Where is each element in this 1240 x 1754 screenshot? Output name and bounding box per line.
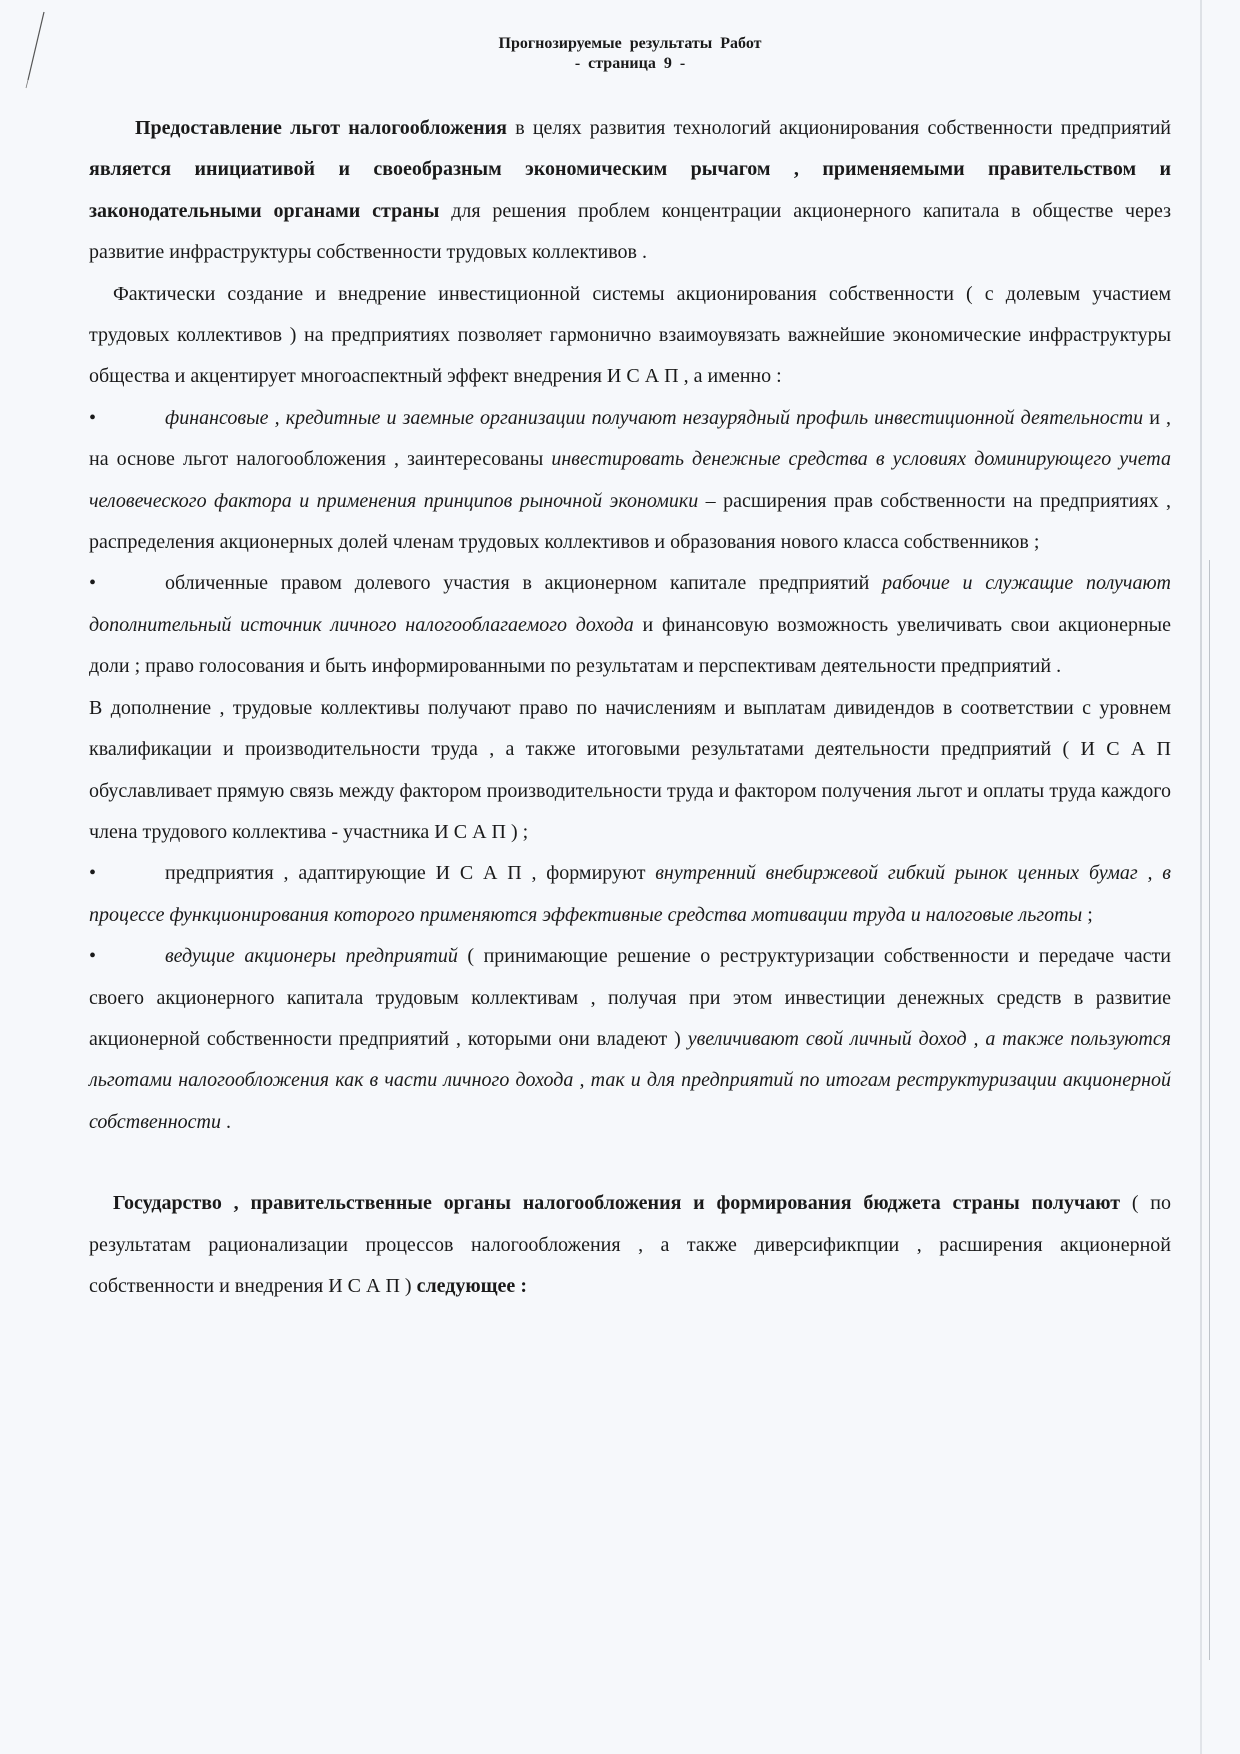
paragraph-state	[89, 1183, 1171, 1307]
text-run: Фактически создание и внедрение инвестиционной системы акционирования собственности ( с долевым участием трудовых коллективов ) на предприятиях позволяет гармонично взаимоувязать важнейшие экономические инфраструктуры общества и акцентирует многоаспектный эффект внедрения И С А П , а именно :	[89, 282, 1171, 388]
text-run: .	[220, 1110, 231, 1133]
document-body	[89, 34, 1171, 1307]
text-run: в целях развития технологий акционирования собственности предприятий	[506, 117, 1171, 139]
spacer	[89, 1143, 1171, 1183]
text-run: обличенные правом долевого участия в акционерном капитале предприятий	[165, 572, 883, 595]
paragraph-intro	[89, 108, 1171, 274]
italic-text: ведущие акционеры предприятий	[165, 945, 458, 968]
text-run: ;	[1082, 903, 1093, 926]
text-run: В дополнение , трудовые коллективы получают право по начислениям и выплатам дивидендов в соответствии с уровнем квалификации и производительности труда , а также итоговыми результатами деятельности предприятий ( И С А П обуславливает прямую связь между фактором производительности труда и фактором получения льгот и оплаты труда каждого члена трудового коллектива - участника И С А П ) ;	[89, 696, 1171, 843]
bullet-icon: •	[89, 862, 97, 885]
italic-text: увеличивают свой личный доход , а также пользуются льготами налогообложения как в части личного дохода , так и для предприятий по итогам реструктуризации акционерной собственности	[89, 1027, 1172, 1133]
bold-text: Предоставление льгот налогообложения	[135, 117, 507, 139]
page-header	[89, 34, 1171, 74]
paragraph-isap	[89, 274, 1171, 398]
text-run: и , на основе льгот налогообложения , заинтересованы	[89, 406, 1172, 471]
pen-mark-icon	[14, 10, 54, 90]
bullet-workers	[89, 563, 1171, 687]
text-run: для решения проблем концентрации акционерного капитала в обществе через развитие инфраструктуры собственности трудовых коллективов .	[89, 199, 1171, 264]
bullet-icon: •	[89, 572, 97, 595]
text-run: – расширения прав собственности на предприятиях , распределения акционерных долей членам трудовых коллективов и образования нового класса собственников ;	[89, 489, 1171, 554]
page-number: - страница 9 -	[574, 55, 686, 72]
scan-edge	[1200, 0, 1202, 1754]
bold-text: Государство , правительственные органы налогообложения и формирования бюджета страны получают	[113, 1192, 1121, 1215]
text-run: и финансовую возможность увеличивать свои акционерные доли ; право голосования и быть информированными по результатам и перспективам деятельности предприятий .	[89, 613, 1171, 678]
italic-text: инвестировать денежные средства в условиях доминирующего учета человеческого фактора и применения принципов рыночной экономики	[89, 448, 1171, 512]
italic-text: внутренний внебиржевой гибкий рынок ценных бумаг , в процессе функционирования которого применяются эффективные средства мотивации труда и налоговые льготы	[89, 862, 1171, 926]
paragraph-addition	[89, 688, 1171, 854]
scan-edge-line	[1209, 560, 1210, 1660]
bullet-enterprises	[89, 853, 1171, 936]
italic-text: рабочие и служащие получают дополнительный источник личного налогооблагаемого дохода	[89, 572, 1171, 636]
italic-text: финансовые , кредитные и заемные организации получают незаурядный профиль инвестиционной деятельности	[165, 406, 1144, 429]
bold-text: является инициативой и своеобразным экономическим рычагом , применяемыми правительством и законодательными органами страны	[89, 158, 1171, 222]
bullet-icon: •	[89, 406, 97, 429]
bullet-icon: •	[89, 945, 97, 968]
bullet-financial	[89, 398, 1171, 564]
document-title: Прогнозируемые результаты Работ	[498, 35, 762, 52]
text-run: ( принимающие решение о реструктуризации собственности и передаче части своего акционерного капитала трудовым коллективам , получая при этом инвестиции денежных средств в развитие акционерной собственности предприятий , которыми они владеют )	[89, 945, 1171, 1050]
text-run: ( по результатам рационализации процессов налогообложения , а также диверсификпции , расширения акционерной собственности и внедрения И С А П )	[89, 1192, 1171, 1297]
bullet-shareholders	[89, 936, 1171, 1143]
text-run: предприятия , адаптирующие И С А П , формируют	[165, 862, 656, 885]
bold-text: следующее :	[416, 1274, 527, 1297]
